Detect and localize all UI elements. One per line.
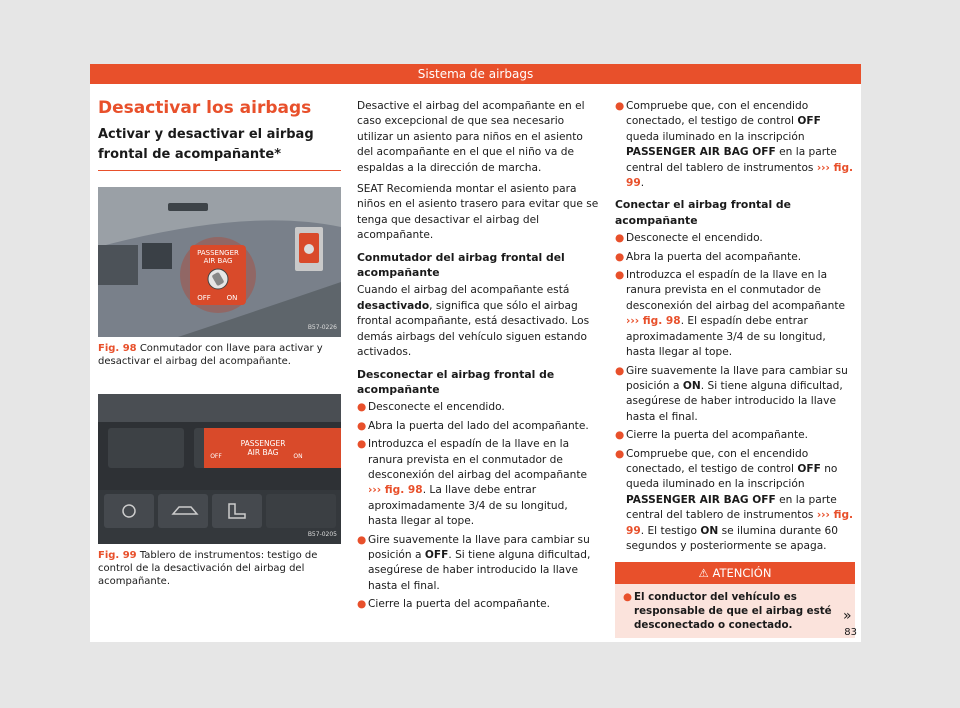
fig99-label-on: ON [293, 453, 303, 460]
list-item [623, 590, 847, 632]
bullet-icon: ● [615, 429, 625, 442]
text: en la parte central del tablero de instrumentos [626, 493, 837, 522]
bullet-icon: ● [615, 269, 625, 282]
page-title: Desactivar los airbags [98, 98, 312, 118]
list-item [615, 268, 855, 360]
manual-page [90, 64, 861, 642]
list-item [357, 437, 599, 529]
text: . Si tiene alguna dificultad, asegúrese de haber introducido la llave hasta el final. [626, 379, 843, 423]
text: . La llave debe entrar aproximadamente 3/4 de su longitud, hasta llegar al tope. [368, 484, 568, 528]
figure-link[interactable]: ››› fig. 98 [368, 484, 423, 497]
on-symbol: ON [700, 524, 719, 537]
text: , significa que sólo el airbag frontal acompañante, está desactivado. Los demás airbags del vehículo siguen estando activados. [357, 299, 590, 359]
text: Gire suavemente la llave para cambiar su posición a [368, 533, 590, 561]
text: queda iluminado en la inscripción [626, 130, 805, 143]
list-item [357, 533, 599, 595]
list-item-text [368, 437, 599, 529]
text-emphasis: desactivado [357, 299, 430, 312]
figure-98-caption [98, 342, 341, 368]
heading-connect: Conectar el airbag frontal de acompañante [615, 198, 791, 227]
list-item [615, 231, 855, 246]
paragraph: SEAT Recomienda montar el asiento para niños en el asiento trasero para evitar que se tenga que desactivar el airbag del acompañante. [357, 183, 599, 242]
list-item [615, 428, 855, 443]
off-symbol: OFF [797, 462, 821, 475]
heading-switch: Conmutador del airbag frontal del acompañante [357, 250, 565, 280]
list-item [357, 419, 599, 434]
heading-disconnect: Desconectar el airbag frontal de acompañante [357, 367, 555, 396]
fig99-label-passenger: PASSENGER [240, 439, 286, 448]
list-item-text: Abra la puerta del acompañante. [626, 250, 802, 263]
on-symbol: ON [682, 379, 701, 392]
list-item-text: Cierre la puerta del acompañante. [368, 598, 551, 611]
list-item-text: Desconecte el encendido. [368, 401, 505, 414]
off-symbol: OFF [424, 548, 449, 561]
text: . El espadín debe entrar aproximadamente 3/4 de su longitud, hasta llegar al tope. [626, 315, 826, 359]
paragraph [357, 283, 599, 360]
fig98-label-off: OFF [197, 294, 211, 302]
fig99-label-off: OFF [210, 453, 222, 460]
bullet-icon: ● [357, 438, 367, 451]
figure-code: B57-0226 [307, 323, 337, 331]
airbag-switch-illustration [98, 187, 341, 337]
column-1 [98, 97, 341, 588]
text: . [640, 177, 645, 190]
text: Compruebe que, con el encendido conectado, el testigo de control [626, 100, 809, 128]
passenger-airbag-off-symbol: PASSENGER AIR BAG OFF [626, 146, 776, 159]
text: en la parte central del tablero de instrumentos [626, 146, 837, 174]
column-2 [357, 99, 599, 616]
list-item-text: Desconecte el encendido. [626, 232, 763, 245]
list-item-text [626, 268, 855, 360]
text: no queda iluminado en la inscripción [626, 462, 838, 491]
list-item-text [368, 533, 599, 595]
text: Introduzca el espadín de la llave en la ranura prevista en el conmutador de desconexión del airbag del acompañante [368, 438, 588, 481]
warning-body [615, 584, 855, 638]
figure-link[interactable]: ››› fig. 99 [626, 509, 854, 537]
dashboard-illustration [98, 394, 341, 544]
text: . Si tiene alguna dificultad, asegúrese de haber introducido la llave hasta el final. [368, 548, 591, 592]
list-item-text [626, 364, 855, 426]
bullet-icon: ● [615, 100, 625, 112]
column-3 [615, 99, 855, 638]
list-item-text: Cierre la puerta del acompañante. [626, 429, 809, 442]
list-item [615, 447, 855, 555]
fig99-label-airbag: AIR BAG [247, 448, 279, 457]
warning-header [615, 562, 855, 584]
list-item-text [626, 99, 855, 191]
bullet-icon: ● [615, 250, 625, 263]
caption-text: Conmutador con llave para activar y desactivar el airbag del acompañante. [98, 343, 323, 367]
list-item [357, 597, 599, 612]
text: Compruebe que, con el encendido conectado, el testigo de control [626, 447, 809, 475]
fig98-label-airbag: AIR BAG [203, 257, 233, 265]
figure-number: Fig. 98 [98, 343, 137, 354]
bullet-icon: ● [615, 364, 625, 377]
text: Cuando el airbag del acompañante está [357, 284, 570, 297]
passenger-airbag-off-symbol: PASSENGER AIR BAG OFF [626, 493, 776, 506]
figure-code: B57-0205 [307, 530, 337, 538]
subtitle: Activar y desactivar el airbag frontal de acompañante* [98, 125, 341, 171]
text: Introduzca el espadín de la llave en la ranura prevista en el conmutador de desconexión del airbag del acompañante [626, 269, 846, 312]
off-symbol: OFF [797, 115, 821, 128]
list-item [615, 250, 855, 265]
caption-text: Tablero de instrumentos: testigo de control de la desactivación del airbag del acompañante. [98, 550, 318, 587]
bullet-icon: ● [357, 401, 367, 414]
figure-link[interactable]: ››› fig. 99 [626, 161, 854, 190]
figure-99 [98, 394, 341, 544]
text: Gire suavemente la llave para cambiar su posición a [626, 364, 848, 392]
warning-icon: ⚠ [698, 566, 713, 581]
continue-mark: » [843, 608, 852, 624]
list-item [357, 400, 599, 415]
paragraph: Desactive el airbag del acompañante en el caso excepcional de que sea necesario utilizar un asiento para niños en el asiento del acompañante en el que el niño va de espaldas a la dirección de marcha. [357, 100, 585, 174]
bullet-icon: ● [623, 591, 632, 604]
bullet-icon: ● [357, 419, 367, 432]
bullet-icon: ● [357, 533, 367, 546]
figure-99-caption [98, 549, 341, 588]
warning-title: ATENCIÓN [712, 566, 772, 581]
bullet-icon: ● [615, 232, 625, 245]
list-item [615, 99, 855, 191]
list-item [615, 364, 855, 426]
section-header: Sistema de airbags [90, 64, 861, 84]
text: . El testigo [640, 524, 701, 537]
list-item-text [626, 447, 855, 555]
fig98-label-on: ON [226, 294, 238, 302]
page-number: 83 [844, 627, 857, 638]
text: se ilumina durante 60 segundos y posteriormente se apaga. [626, 524, 838, 552]
list-item-text: Abra la puerta del lado del acompañante. [368, 419, 589, 432]
figure-link[interactable]: ››› fig. 98 [626, 315, 681, 328]
warning-text: El conductor del vehículo es responsable de que el airbag esté desconectado o conectado. [634, 591, 832, 632]
bullet-icon: ● [615, 447, 625, 460]
figure-number: Fig. 99 [98, 550, 137, 561]
bullet-icon: ● [357, 598, 367, 611]
warning-box [615, 562, 855, 638]
figure-98 [98, 187, 341, 337]
fig98-label-passenger: PASSENGER [197, 249, 239, 257]
